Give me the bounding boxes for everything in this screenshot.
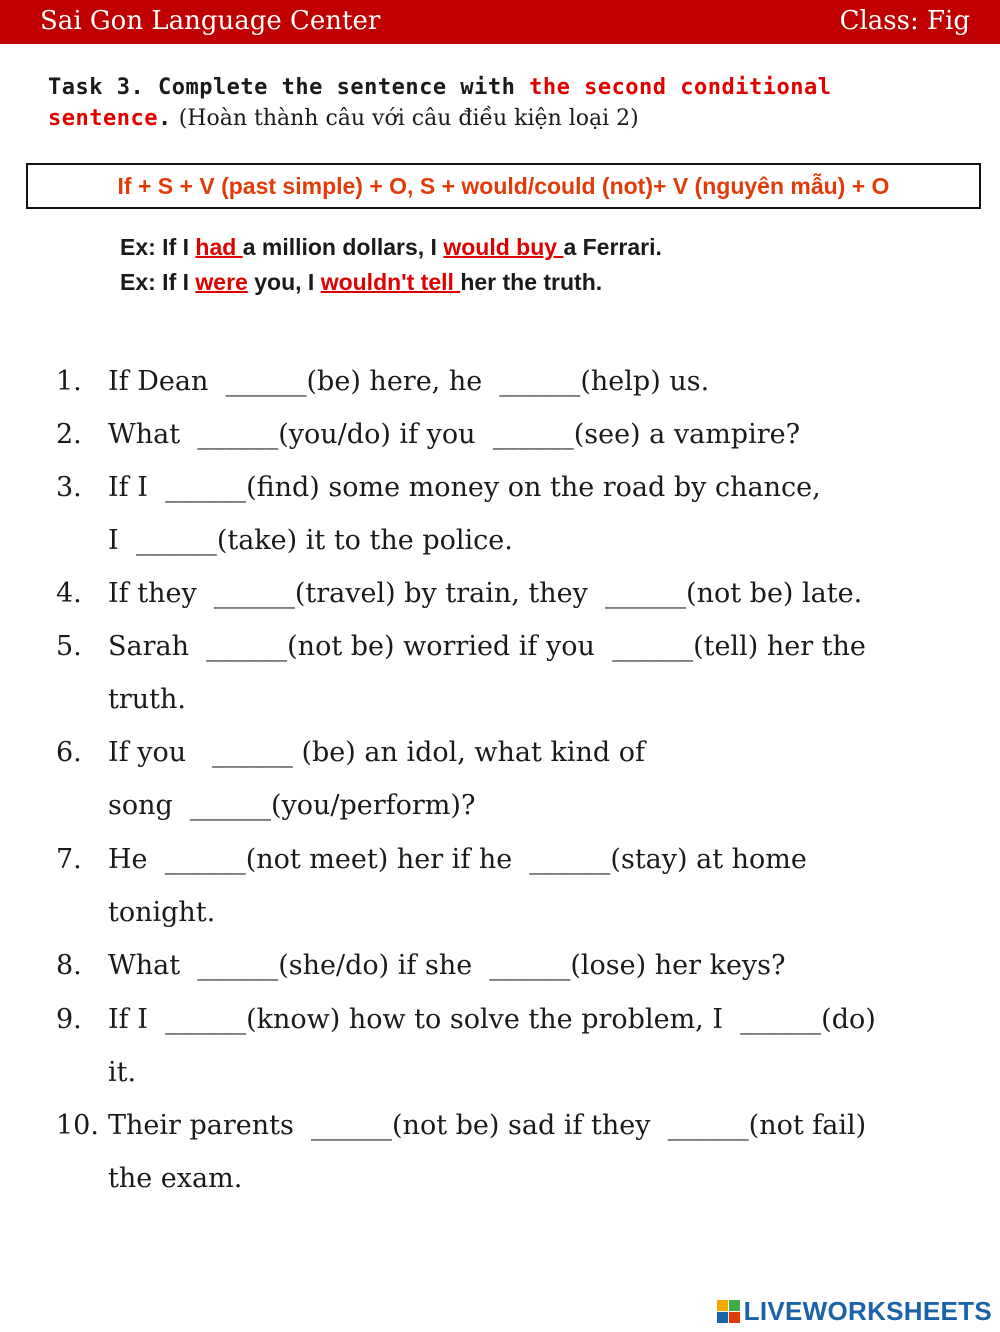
example-text: a Ferrari. — [563, 234, 662, 260]
item-line: What ______(she/do) if she ______(lose) her keys? — [108, 950, 786, 981]
example-answer: wouldn't tell — [320, 269, 461, 295]
item-number: 5. — [56, 631, 82, 662]
example-answer: would buy — [443, 234, 564, 260]
example-answer: had — [195, 234, 243, 260]
item-number: 9. — [56, 1004, 82, 1035]
example-text: you, I — [247, 269, 321, 295]
item-line: He ______(not meet) her if he ______(stay) at home — [108, 844, 807, 875]
item-number: 6. — [56, 737, 82, 768]
task-period: . — [157, 106, 172, 131]
item-line: truth. — [108, 684, 186, 715]
item-line: the exam. — [108, 1163, 243, 1194]
item-number: 8. — [56, 950, 82, 981]
item-line: I ______(take) it to the police. — [108, 525, 513, 556]
item-line: If they ______(travel) by train, they ______(not be) late. — [108, 578, 863, 609]
logo-text: LIVEWORKSHEETS — [743, 1295, 992, 1326]
example-text: her the truth. — [460, 269, 603, 295]
task-highlight-1: the second conditional — [529, 75, 832, 100]
item-line: If you ______ (be) an idol, what kind of — [108, 737, 645, 768]
item-line: What ______(you/do) if you ______(see) a vampire? — [108, 419, 801, 450]
item-number: 10. — [56, 1110, 99, 1141]
item-number: 7. — [56, 844, 82, 875]
task-vietnamese: (Hoàn thành câu với câu điều kiện loại 2) — [171, 106, 639, 131]
item-number: 3. — [56, 472, 82, 503]
item-line: Sarah ______(not be) worried if you ______(tell) her the — [108, 631, 866, 662]
item-line: If I ______(find) some money on the road by chance, — [108, 472, 821, 503]
example-text: Ex: If I — [120, 234, 196, 260]
item-number: 4. — [56, 578, 82, 609]
item-line: If I ______(know) how to solve the problem, I ______(do) — [108, 1004, 876, 1035]
center-name: Sai Gon Language Center — [40, 6, 381, 36]
item-line: it. — [108, 1057, 137, 1088]
task-highlight-2: sentence — [48, 106, 158, 131]
logo-mark-icon — [717, 1300, 740, 1323]
class-label: Class: Fig — [839, 6, 970, 36]
item-line: If Dean ______(be) here, he ______(help) us. — [108, 366, 710, 397]
example-answer: were — [195, 269, 248, 295]
item-line: Their parents ______(not be) sad if they ______(not fail) — [108, 1110, 867, 1141]
item-number: 1. — [56, 366, 82, 397]
formula-text: If + S + V (past simple) + O, S + would/could (not)+ V (nguyên mẫu) + O — [117, 172, 890, 199]
item-number: 2. — [56, 419, 82, 450]
item-line: song ______(you/perform)? — [108, 790, 476, 821]
example-text: a million dollars, I — [242, 234, 444, 260]
item-line: tonight. — [108, 897, 216, 928]
task-prefix: Task 3. Complete the sentence with — [48, 75, 530, 100]
liveworksheets-logo — [717, 1296, 992, 1326]
example-text: Ex: If I — [120, 269, 196, 295]
